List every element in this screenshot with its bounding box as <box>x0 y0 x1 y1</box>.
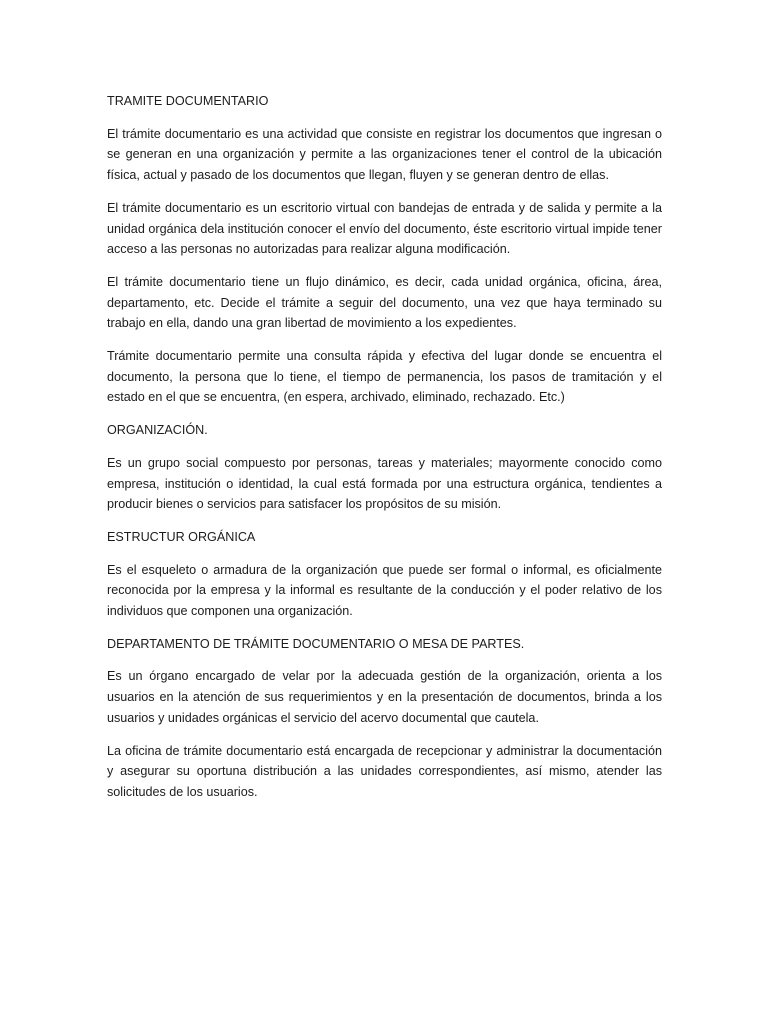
paragraph: Trámite documentario permite una consulta rápida y efectiva del lugar donde se encuentra el documento, la persona que lo tiene, el tiempo de permanencia, los pasos de tramitación y el estado en el que se encuentra, (en espera, archivado, eliminado, rechazado. Etc.) <box>107 349 662 405</box>
section-heading: ESTRUCTUR ORGÁNICA <box>107 529 256 544</box>
paragraph: El trámite documentario es un escritorio virtual con bandejas de entrada y de salida y permite a la unidad orgánica dela institución conocer el envío del documento, éste escritorio virtual impide tener acceso a las personas no autorizadas para realizar alguna modificación. <box>107 200 662 257</box>
paragraph: El trámite documentario es una actividad que consiste en registrar los documentos que ingresan o se generan en una organización y permite a las organizaciones tener el control de la ubicación física, actual y pasado de los documentos que llegan, fluyen y se generan dentro de ellas. <box>107 126 662 183</box>
paragraph: Es el esqueleto o armadura de la organización que puede ser formal o informal, es oficialmente reconocida por la empresa y la informal es resultante de la conducción y el poder relativo de los individuos que componen una organización. <box>107 562 662 619</box>
paragraph: El trámite documentario tiene un flujo dinámico, es decir, cada unidad orgánica, oficina, área, departamento, etc. Decide el trámite a seguir del documento, una vez que haya terminado su trabajo en ella, dando una gran libertad de movimiento a los expedientes. <box>107 274 662 331</box>
section-heading: ORGANIZACIÓN. <box>107 423 208 438</box>
paragraph: Es un órgano encargado de velar por la adecuada gestión de la organización, orienta a los usuarios en la atención de sus requerimientos y en la presentación de documentos, brinda a los usuarios y unidades orgánicas el servicio del acervo documental que cautela. <box>107 669 662 725</box>
section-heading: TRAMITE DOCUMENTARIO <box>107 94 269 108</box>
paragraph: Es un grupo social compuesto por personas, tareas y materiales; mayormente conocido como empresa, institución o identidad, la cual está formada por una estructura orgánica, tendientes a producir bienes o servicios para satisfacer los propósitos de su misión. <box>107 455 662 512</box>
paragraph: La oficina de trámite documentario está encargada de recepcionar y administrar la documentación y asegurar su oportuna distribución a las unidades correspondientes, así mismo, atender las solicitudes de los usuarios. <box>107 743 662 799</box>
section-heading: DEPARTAMENTO DE TRÁMITE DOCUMENTARIO O MESA DE PARTES. <box>107 636 525 651</box>
document-body <box>107 91 662 815</box>
